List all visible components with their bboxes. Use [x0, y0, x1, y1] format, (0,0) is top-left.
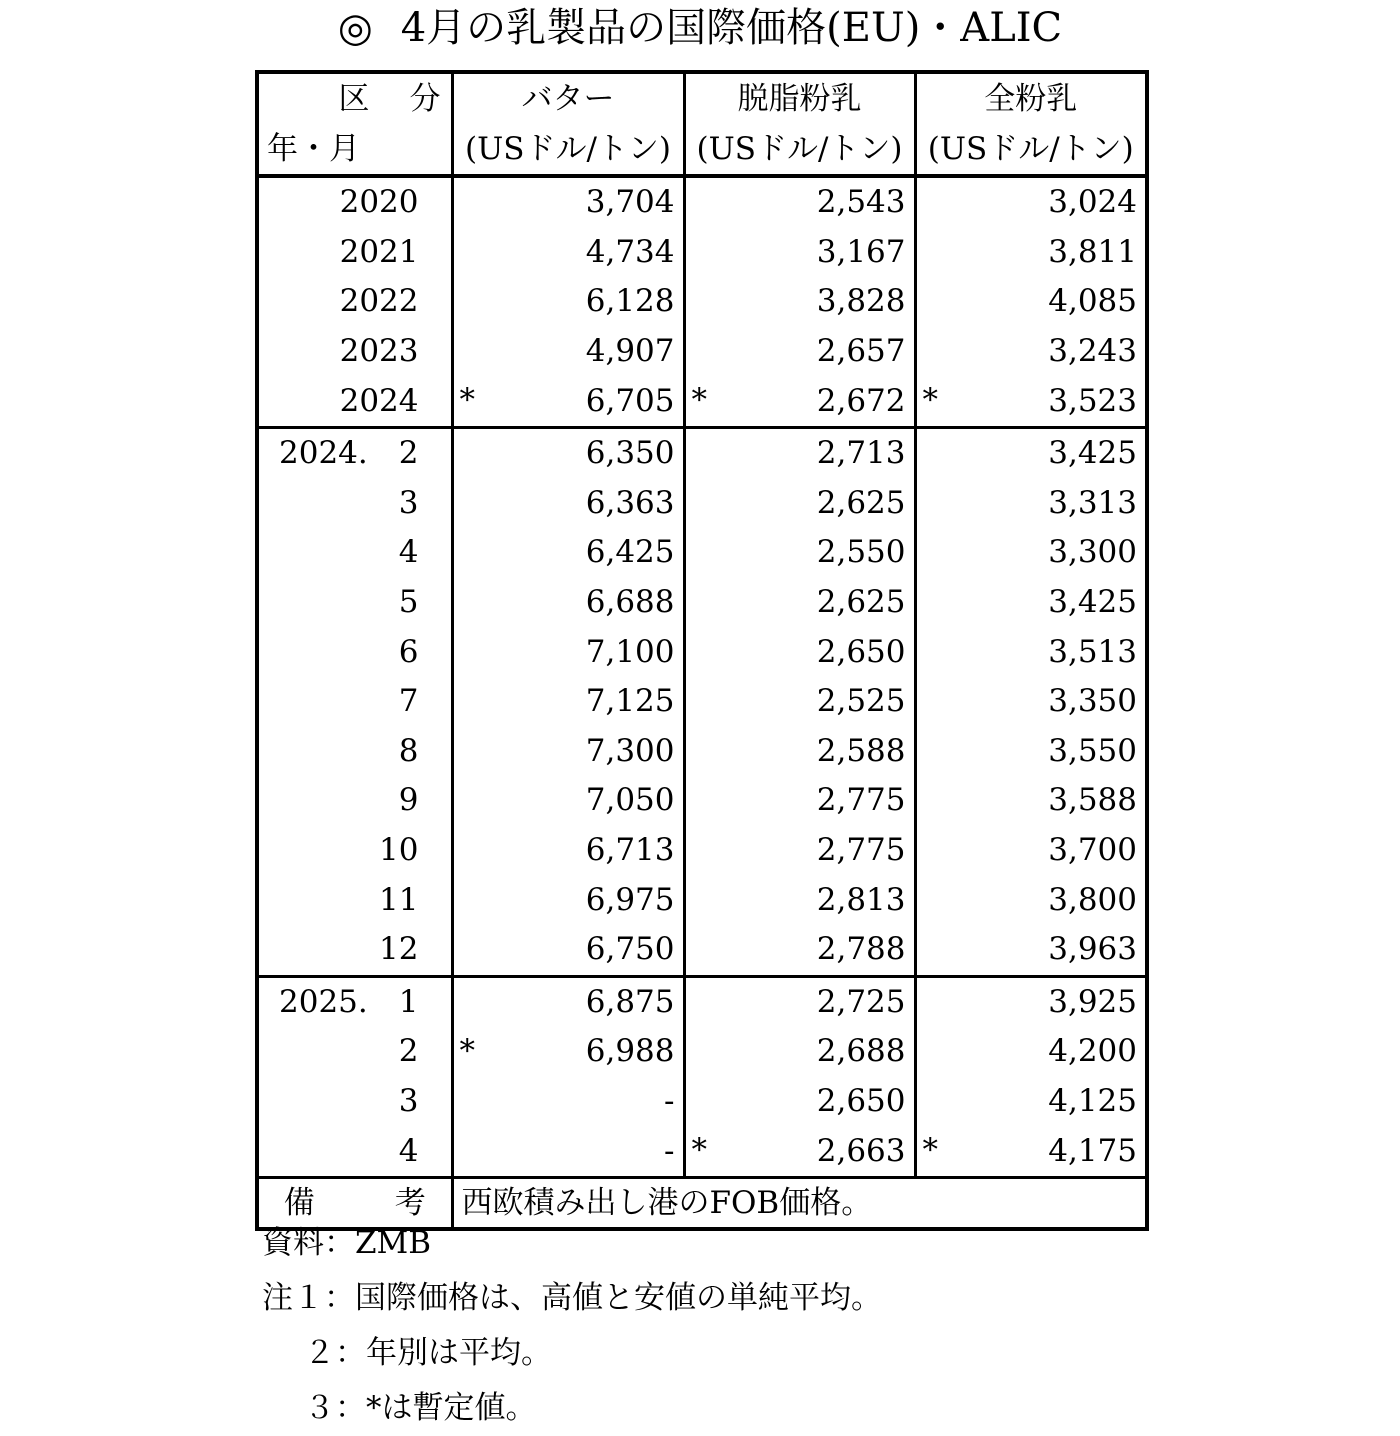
header-skim-milk-powder: 脱脂粉乳: [684, 72, 915, 124]
provisional-mark: *: [922, 382, 938, 419]
table-row: [257, 826, 1147, 876]
butter-price-cell: [452, 277, 684, 327]
price-value: 6,363: [585, 484, 675, 521]
skim-milk-powder-price-cell: [684, 826, 915, 876]
skim-milk-powder-price-cell: [684, 776, 915, 826]
whole-milk-powder-price-cell: [915, 1077, 1147, 1127]
header-whole-milk-powder: 全粉乳: [915, 72, 1147, 124]
table-body: [257, 176, 1147, 1229]
price-value: 4,125: [1048, 1082, 1137, 1119]
butter-price-cell: [452, 479, 684, 529]
period-cell: 2020: [257, 176, 452, 228]
price-value: 6,425: [585, 534, 675, 571]
price-value: 6,688: [585, 584, 675, 621]
whole-milk-powder-price-cell: [915, 627, 1147, 677]
table-row: [257, 578, 1147, 628]
whole-milk-powder-price-cell: [915, 479, 1147, 529]
price-value: 3,243: [1048, 333, 1137, 370]
butter-price-cell: [452, 578, 684, 628]
skim-milk-powder-price-cell: [684, 228, 915, 278]
price-value: 3,550: [1048, 732, 1137, 769]
table-row: [257, 875, 1147, 925]
butter-price-cell: [452, 976, 684, 1027]
whole-milk-powder-price-cell: [915, 826, 1147, 876]
whole-milk-powder-price-cell: [915, 925, 1147, 976]
skim-milk-powder-price-cell: [684, 427, 915, 478]
price-value: 2,650: [816, 633, 906, 670]
period-cell: 2022: [257, 277, 452, 327]
butter-price-cell: [452, 427, 684, 478]
price-value: 2,688: [816, 1033, 906, 1070]
table-row: [257, 427, 1147, 478]
price-value: 3,704: [585, 184, 675, 221]
price-value: 3,300: [1048, 534, 1137, 571]
whole-milk-powder-price-cell: [915, 176, 1147, 228]
skim-milk-powder-price-cell: [684, 976, 915, 1027]
period-cell: 9: [257, 776, 452, 826]
price-value: 3,313: [1048, 484, 1137, 521]
price-value: 3,425: [1048, 584, 1137, 621]
price-value: -: [664, 1132, 675, 1169]
remarks-text: 西欧積み出し港のFOB価格。: [452, 1177, 1147, 1229]
table-row: [257, 1027, 1147, 1077]
butter-price-cell: [452, 228, 684, 278]
price-value: 2,775: [816, 782, 906, 819]
price-value: 2,713: [816, 435, 906, 472]
price-value: 2,650: [816, 1082, 906, 1119]
whole-milk-powder-price-cell: [915, 228, 1147, 278]
whole-milk-powder-price-cell: [915, 677, 1147, 727]
table-row: [257, 327, 1147, 377]
price-value: 6,128: [585, 283, 675, 320]
header-whole-milk-powder-unit: (USドル/トン): [915, 124, 1147, 176]
whole-milk-powder-price-cell: [915, 528, 1147, 578]
table-row: [257, 1126, 1147, 1177]
skim-milk-powder-price-cell: [684, 578, 915, 628]
price-value: 3,828: [816, 283, 906, 320]
price-value: 6,975: [585, 881, 675, 918]
period-cell: 3: [257, 1077, 452, 1127]
price-value: 4,734: [585, 233, 675, 270]
table-row: [257, 479, 1147, 529]
period-cell: 4: [257, 1126, 452, 1177]
whole-milk-powder-price-cell: [915, 327, 1147, 377]
period-cell: 3: [257, 479, 452, 529]
table-row: [257, 376, 1147, 427]
page-title: [0, 0, 1400, 60]
price-value: 3,925: [1048, 983, 1137, 1020]
skim-milk-powder-price-cell: [684, 875, 915, 925]
price-value: -: [664, 1082, 675, 1119]
whole-milk-powder-price-cell: [915, 976, 1147, 1027]
price-value: 3,513: [1048, 633, 1137, 670]
price-value: 6,713: [585, 832, 675, 869]
price-value: 4,175: [1048, 1132, 1137, 1169]
whole-milk-powder-price-cell: [915, 277, 1147, 327]
note-3: ３：*は暫定値。: [304, 1390, 537, 1426]
butter-price-cell: [452, 627, 684, 677]
price-value: 6,350: [585, 435, 675, 472]
whole-milk-powder-price-cell: [915, 1027, 1147, 1077]
skim-milk-powder-price-cell: [684, 376, 915, 427]
butter-price-cell: [452, 727, 684, 777]
period-cell: 12: [257, 925, 452, 976]
skim-milk-powder-price-cell: [684, 277, 915, 327]
price-value: 3,963: [1048, 931, 1137, 968]
table-row: [257, 776, 1147, 826]
price-value: 4,200: [1048, 1033, 1137, 1070]
provisional-mark: *: [459, 382, 475, 419]
whole-milk-powder-price-cell: [915, 578, 1147, 628]
title-text: 4月の乳製品の国際価格(EU)・ALIC: [400, 5, 1063, 51]
butter-price-cell: [452, 1027, 684, 1077]
header-row-bottom: [257, 124, 1147, 176]
price-value: 7,050: [585, 782, 675, 819]
table-row: [257, 727, 1147, 777]
provisional-mark: *: [691, 1132, 707, 1169]
table-row: [257, 277, 1147, 327]
period-cell: 8: [257, 727, 452, 777]
price-value: 2,813: [816, 881, 906, 918]
price-value: 4,907: [585, 333, 675, 370]
double-circle-icon: ◎: [337, 5, 373, 51]
table-row: [257, 228, 1147, 278]
price-value: 2,725: [816, 983, 906, 1020]
skim-milk-powder-price-cell: [684, 327, 915, 377]
skim-milk-powder-price-cell: [684, 176, 915, 228]
provisional-mark: *: [922, 1132, 938, 1169]
price-value: 2,543: [816, 184, 906, 221]
header-row-top: [257, 72, 1147, 124]
provisional-mark: *: [459, 1033, 475, 1070]
footnotes: [262, 1216, 1162, 1436]
whole-milk-powder-price-cell: [915, 776, 1147, 826]
remarks-label: 備 考: [257, 1177, 452, 1229]
skim-milk-powder-price-cell: [684, 627, 915, 677]
note-1: 注１：国際価格は、高値と安値の単純平均。: [262, 1280, 882, 1316]
skim-milk-powder-price-cell: [684, 1126, 915, 1177]
price-value: 6,988: [585, 1033, 675, 1070]
skim-milk-powder-price-cell: [684, 677, 915, 727]
period-cell: 2023: [257, 327, 452, 377]
skim-milk-powder-price-cell: [684, 1027, 915, 1077]
whole-milk-powder-price-cell: [915, 727, 1147, 777]
price-table: [255, 70, 1149, 1231]
period-cell: 6: [257, 627, 452, 677]
butter-price-cell: [452, 826, 684, 876]
price-value: 3,167: [816, 233, 906, 270]
skim-milk-powder-price-cell: [684, 528, 915, 578]
price-value: 2,588: [816, 732, 906, 769]
table-row: [257, 677, 1147, 727]
period-cell: 10: [257, 826, 452, 876]
table-row: [257, 176, 1147, 228]
table-row: [257, 925, 1147, 976]
table-row: [257, 976, 1147, 1027]
period-cell: 11: [257, 875, 452, 925]
price-value: 4,085: [1048, 283, 1137, 320]
table-row: [257, 528, 1147, 578]
price-value: 6,875: [585, 983, 675, 1020]
header-butter: バター: [452, 72, 684, 124]
butter-price-cell: [452, 776, 684, 826]
butter-price-cell: [452, 376, 684, 427]
price-value: 3,425: [1048, 435, 1137, 472]
price-value: 3,024: [1048, 184, 1137, 221]
price-value: 2,788: [816, 931, 906, 968]
price-value: 2,625: [816, 484, 906, 521]
provisional-mark: *: [691, 382, 707, 419]
butter-price-cell: [452, 528, 684, 578]
header-butter-unit: (USドル/トン): [452, 124, 684, 176]
price-value: 2,525: [816, 683, 906, 720]
price-value: 2,663: [816, 1132, 906, 1169]
period-cell: 4: [257, 528, 452, 578]
skim-milk-powder-price-cell: [684, 1077, 915, 1127]
skim-milk-powder-price-cell: [684, 727, 915, 777]
header-year-month-label: 年・月: [257, 124, 452, 176]
period-cell: 5: [257, 578, 452, 628]
price-value: 2,775: [816, 832, 906, 869]
price-value: 3,700: [1048, 832, 1137, 869]
period-cell: 7: [257, 677, 452, 727]
header-skim-milk-powder-unit: (USドル/トン): [684, 124, 915, 176]
price-value: 3,523: [1048, 382, 1137, 419]
whole-milk-powder-price-cell: [915, 376, 1147, 427]
table-row: [257, 627, 1147, 677]
price-value: 7,100: [585, 633, 675, 670]
period-cell: 2024: [257, 376, 452, 427]
skim-milk-powder-price-cell: [684, 925, 915, 976]
period-cell: 2025. 1: [257, 976, 452, 1027]
source-note: 資料：ZMB: [262, 1225, 432, 1261]
price-value: 3,350: [1048, 683, 1137, 720]
price-value: 2,672: [816, 382, 906, 419]
butter-price-cell: [452, 176, 684, 228]
butter-price-cell: [452, 327, 684, 377]
price-value: 3,800: [1048, 881, 1137, 918]
skim-milk-powder-price-cell: [684, 479, 915, 529]
butter-price-cell: [452, 1077, 684, 1127]
note-2: ２：年別は平均。: [304, 1335, 552, 1371]
whole-milk-powder-price-cell: [915, 427, 1147, 478]
whole-milk-powder-price-cell: [915, 1126, 1147, 1177]
price-value: 2,657: [816, 333, 906, 370]
butter-price-cell: [452, 875, 684, 925]
price-value: 2,550: [816, 534, 906, 571]
table-row: [257, 1077, 1147, 1127]
butter-price-cell: [452, 925, 684, 976]
period-cell: 2021: [257, 228, 452, 278]
whole-milk-powder-price-cell: [915, 875, 1147, 925]
period-cell: 2024. 2: [257, 427, 452, 478]
price-value: 2,625: [816, 584, 906, 621]
price-value: 7,300: [585, 732, 675, 769]
price-value: 6,705: [585, 382, 675, 419]
price-value: 6,750: [585, 931, 675, 968]
price-value: 3,811: [1048, 233, 1137, 270]
price-value: 3,588: [1048, 782, 1137, 819]
period-cell: 2: [257, 1027, 452, 1077]
header-category-label: 区 分: [257, 72, 452, 124]
butter-price-cell: [452, 677, 684, 727]
price-value: 7,125: [585, 683, 675, 720]
butter-price-cell: [452, 1126, 684, 1177]
